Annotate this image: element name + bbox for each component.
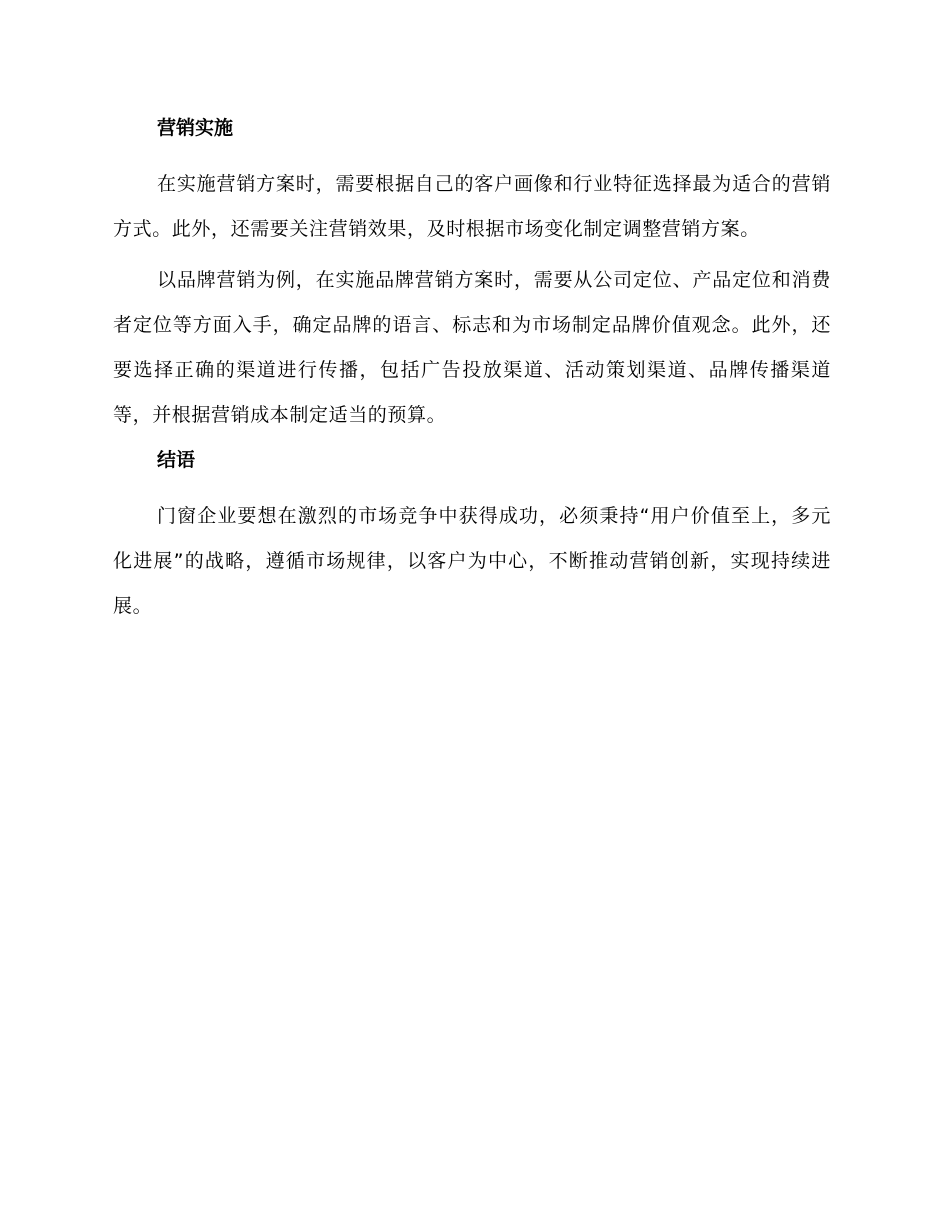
paragraph-implementation-overview: 在实施营销方案时，需要根据自己的客户画像和行业特征选择最为适合的营销方式。此外，还需要关注营销效果，及时根据市场变化制定调整营销方案。 <box>113 173 831 240</box>
paragraph-conclusion: 门窗企业要想在激烈的市场竞争中获得成功，必须秉持“用户价值至上，多元化进展”的战略，遵循市场规律，以客户为中心，不断推动营销创新，实现持续进展。 <box>113 505 831 617</box>
section-heading-marketing-implementation: 营销实施 <box>157 117 234 139</box>
section-heading-conclusion: 结语 <box>157 449 196 471</box>
paragraph-brand-marketing-example: 以品牌营销为例，在实施品牌营销方案时，需要从公司定位、产品定位和消费者定位等方面入手，确定品牌的语言、标志和为市场制定品牌价值观念。此外，还要选择正确的渠道进行传播，包括广告投放渠道、活动策划渠道、品牌传播渠道等，并根据营销成本制定适当的预算。 <box>113 269 831 426</box>
document-page <box>113 112 831 635</box>
